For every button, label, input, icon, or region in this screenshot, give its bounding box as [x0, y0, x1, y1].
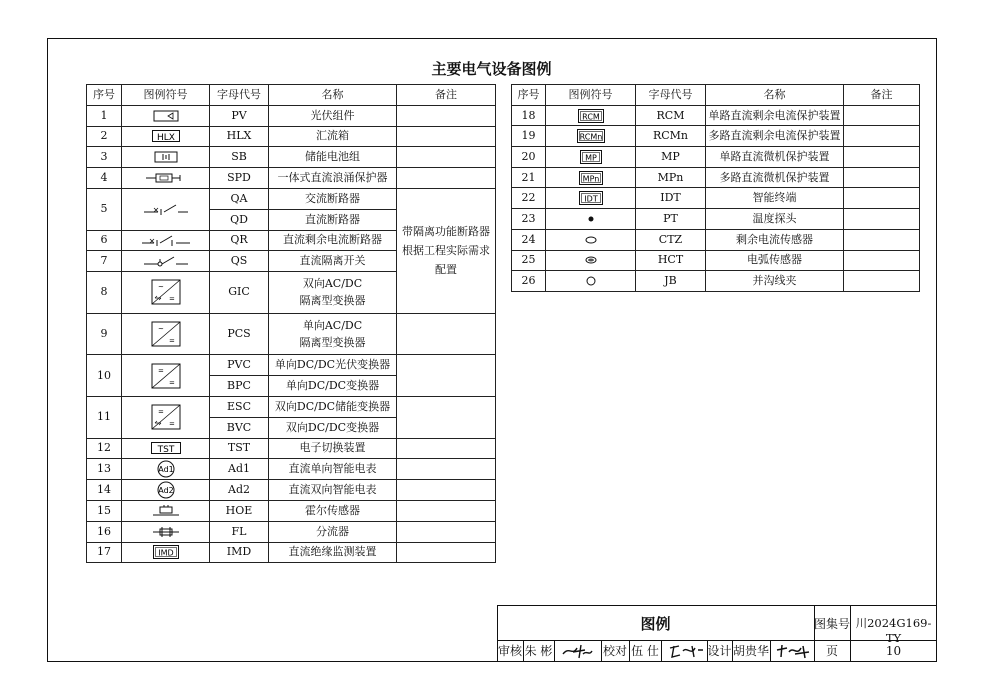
check-label: 校对 [602, 644, 627, 658]
letter-code: Ad1 [210, 459, 269, 480]
note-cell [397, 459, 496, 480]
row-number: 21 [512, 167, 546, 188]
table-row [512, 167, 920, 188]
device-name: 剩余电流传感器 [706, 229, 844, 250]
hall-sensor-icon [122, 500, 210, 521]
symbol-tst-icon [122, 438, 210, 459]
svg-text:~: ~ [157, 283, 164, 292]
letter-code: RCM [636, 105, 706, 126]
row-number: 8 [87, 272, 122, 314]
svg-text:=: = [168, 337, 175, 346]
table-row [87, 480, 496, 501]
row-number: 23 [512, 209, 546, 230]
note-cell [397, 521, 496, 542]
table-row [87, 542, 496, 563]
header-code: 字母代号 [210, 85, 269, 106]
row-number: 24 [512, 229, 546, 250]
isolator-icon [122, 251, 210, 272]
row-number: 26 [512, 271, 546, 292]
table-row [87, 168, 496, 189]
svg-text:=: = [157, 366, 164, 375]
note-cell [397, 396, 496, 438]
device-name-line1: 双向AC/DC [302, 277, 363, 291]
converter-dc-dc-bi-icon [122, 396, 210, 438]
header-symbol: 图例符号 [122, 85, 210, 106]
device-name: 直流断路器 [269, 209, 397, 230]
note-cell [844, 147, 920, 168]
table-row [87, 500, 496, 521]
row-number: 4 [87, 168, 122, 189]
row-number: 25 [512, 250, 546, 271]
row-number: 2 [87, 126, 122, 147]
table-row [87, 459, 496, 480]
ellipse-filled-icon [546, 250, 636, 271]
converter-dc-dc-uni-icon [122, 355, 210, 397]
note-cell [844, 209, 920, 230]
rcd-breaker-icon [122, 230, 210, 251]
drawing-name: 图例 [640, 615, 671, 633]
note-cell [397, 147, 496, 168]
svg-text:IDT: IDT [583, 194, 598, 204]
letter-code: HCT [636, 250, 706, 271]
symbol-ad1-icon [122, 459, 210, 480]
device-name-line2: 隔离型变换器 [299, 294, 366, 308]
letter-code: PCS [210, 313, 269, 355]
device-name-line1: 单向AC/DC [302, 319, 363, 333]
device-name: 单路直流微机保护装置 [706, 147, 844, 168]
svg-text:=: = [168, 378, 175, 387]
device-name: 多路直流微机保护装置 [706, 167, 844, 188]
ellipse-icon [546, 229, 636, 250]
table-row [87, 147, 496, 168]
symbol-mp-icon [546, 147, 636, 168]
letter-code: PVC [210, 355, 269, 376]
reviewer-signature [559, 642, 595, 660]
svg-text:=: = [168, 420, 175, 429]
symbol-rcm-icon [546, 105, 636, 126]
svg-text:MP: MP [584, 153, 597, 163]
letter-code: GIC [210, 272, 269, 314]
note-cell [397, 480, 496, 501]
letter-code: CTZ [636, 229, 706, 250]
symbol-idt-icon [546, 188, 636, 209]
device-name: 多路直流剩余电流保护装置 [706, 126, 844, 147]
spd-icon [122, 168, 210, 189]
table-row [512, 105, 920, 126]
device-name: 光伏组件 [269, 105, 397, 126]
device-name: 温度探头 [706, 209, 844, 230]
row-number: 11 [87, 396, 122, 438]
table-row [512, 126, 920, 147]
design-label: 设计 [707, 644, 732, 658]
table-row [87, 313, 496, 355]
svg-text:RCM: RCM [581, 112, 600, 122]
designer-signature [773, 642, 813, 660]
letter-code: QR [210, 230, 269, 251]
table-row [512, 147, 920, 168]
checker-signature [665, 642, 705, 660]
letter-code: FL [210, 521, 269, 542]
device-name [269, 272, 397, 314]
legend-table-right [511, 84, 920, 292]
symbol-rcmn-icon [546, 126, 636, 147]
row-number: 19 [512, 126, 546, 147]
table-row [512, 188, 920, 209]
note-cell [397, 126, 496, 147]
dot-icon [546, 209, 636, 230]
row-number: 6 [87, 230, 122, 251]
letter-code: QA [210, 188, 269, 209]
device-name: 单向DC/DC光伏变换器 [269, 355, 397, 376]
shunt-icon [122, 521, 210, 542]
table-row [512, 250, 920, 271]
row-number: 10 [87, 355, 122, 397]
pv-module-icon [122, 105, 210, 126]
row-number: 17 [87, 542, 122, 563]
row-number: 14 [87, 480, 122, 501]
svg-text:MPn: MPn [582, 174, 599, 184]
letter-code: RCMn [636, 126, 706, 147]
row-number: 5 [87, 188, 122, 230]
letter-code: IMD [210, 542, 269, 563]
converter-ac-dc-bi-icon [122, 272, 210, 314]
device-name: 一体式直流浪涌保护器 [269, 168, 397, 189]
note-cell [844, 271, 920, 292]
letter-code: HLX [210, 126, 269, 147]
checker-name: 伍 仕 [631, 644, 659, 658]
header-name: 名称 [269, 85, 397, 106]
row-number: 16 [87, 521, 122, 542]
row-number: 3 [87, 147, 122, 168]
note-cell [397, 313, 496, 355]
device-name: 并沟线夹 [706, 271, 844, 292]
row-number: 22 [512, 188, 546, 209]
letter-code: MPn [636, 167, 706, 188]
row-number: 1 [87, 105, 122, 126]
page-number: 10 [885, 644, 902, 658]
device-name: 直流绝缘监测装置 [269, 542, 397, 563]
letter-code: BPC [210, 376, 269, 397]
header-code: 字母代号 [636, 85, 706, 106]
table-row [512, 271, 920, 292]
device-name: 双向DC/DC变换器 [269, 417, 397, 438]
page-title: 主要电气设备图例 [431, 60, 552, 78]
header-note: 备注 [844, 85, 920, 106]
letter-code: SB [210, 147, 269, 168]
reviewer-name: 朱 彬 [524, 644, 553, 658]
device-name [269, 313, 397, 355]
letter-code: PV [210, 105, 269, 126]
note-cell [844, 126, 920, 147]
note-cell [397, 105, 496, 126]
legend-table-left [86, 84, 496, 563]
converter-ac-dc-uni-icon [122, 313, 210, 355]
letter-code: PT [636, 209, 706, 230]
header-note: 备注 [397, 85, 496, 106]
device-name: 电子切换装置 [269, 438, 397, 459]
row-number: 9 [87, 313, 122, 355]
symbol-mpn-icon [546, 167, 636, 188]
note-cell [397, 500, 496, 521]
note-cell [844, 105, 920, 126]
letter-code: QS [210, 251, 269, 272]
note-isolation: 带隔离功能断路器根据工程实际需求配置 [397, 188, 496, 313]
letter-code: HOE [210, 500, 269, 521]
symbol-ad2-icon [122, 480, 210, 501]
device-name: 电弧传感器 [706, 250, 844, 271]
letter-code: TST [210, 438, 269, 459]
symbol-hlx-icon [122, 126, 210, 147]
note-cell [397, 542, 496, 563]
table-row [512, 229, 920, 250]
letter-code: IDT [636, 188, 706, 209]
svg-text:=: = [168, 295, 175, 304]
device-name: 霍尔传感器 [269, 500, 397, 521]
page-label: 页 [825, 644, 838, 658]
svg-text:~: ~ [157, 325, 164, 334]
header-name: 名称 [706, 85, 844, 106]
svg-text:IMD: IMD [157, 548, 174, 558]
svg-text:=: = [157, 408, 164, 417]
row-number: 18 [512, 105, 546, 126]
note-cell [844, 188, 920, 209]
table-row [87, 396, 496, 417]
title-block [497, 605, 937, 662]
device-name: 汇流箱 [269, 126, 397, 147]
table-row [87, 355, 496, 376]
letter-code: Ad2 [210, 480, 269, 501]
note-cell [397, 438, 496, 459]
circle-icon [546, 271, 636, 292]
row-number: 7 [87, 251, 122, 272]
letter-code: SPD [210, 168, 269, 189]
note-cell [844, 250, 920, 271]
device-name: 单路直流剩余电流保护装置 [706, 105, 844, 126]
device-name: 储能电池组 [269, 147, 397, 168]
review-label: 审核 [497, 644, 522, 658]
letter-code: ESC [210, 396, 269, 417]
header-seq: 序号 [87, 85, 122, 106]
header-seq: 序号 [512, 85, 546, 106]
letter-code: MP [636, 147, 706, 168]
device-name: 直流剩余电流断路器 [269, 230, 397, 251]
atlas-number: 川2024G169-TY [855, 616, 932, 645]
note-cell [397, 355, 496, 397]
battery-icon [122, 147, 210, 168]
svg-text:Ad2: Ad2 [157, 486, 174, 496]
row-number: 20 [512, 147, 546, 168]
svg-text:Ad1: Ad1 [157, 465, 174, 475]
note-cell [397, 168, 496, 189]
device-name: 直流双向智能电表 [269, 480, 397, 501]
breaker-icon [122, 188, 210, 230]
atlas-label: 图集号 [814, 617, 851, 631]
table-row [512, 209, 920, 230]
svg-text:TST: TST [157, 445, 174, 456]
header-symbol: 图例符号 [546, 85, 636, 106]
note-cell [844, 229, 920, 250]
left-header-row [87, 85, 496, 106]
letter-code: QD [210, 209, 269, 230]
note-cell [844, 167, 920, 188]
device-name: 单向DC/DC变换器 [269, 376, 397, 397]
table-row [87, 188, 496, 209]
device-name: 直流单向智能电表 [269, 459, 397, 480]
table-row [87, 438, 496, 459]
letter-code: BVC [210, 417, 269, 438]
symbol-imd-icon [122, 542, 210, 563]
table-row [87, 126, 496, 147]
row-number: 13 [87, 459, 122, 480]
device-name: 双向DC/DC储能变换器 [269, 396, 397, 417]
table-row [87, 105, 496, 126]
device-name: 分流器 [269, 521, 397, 542]
row-number: 15 [87, 500, 122, 521]
right-header-row [512, 85, 920, 106]
svg-text:RCMn: RCMn [579, 132, 602, 142]
letter-code: JB [636, 271, 706, 292]
designer-name: 胡贵华 [732, 644, 769, 658]
table-row [87, 521, 496, 542]
device-name-line2: 隔离型变换器 [299, 336, 366, 350]
svg-text:HLX: HLX [156, 133, 175, 144]
row-number: 12 [87, 438, 122, 459]
device-name: 智能终端 [706, 188, 844, 209]
device-name: 交流断路器 [269, 188, 397, 209]
device-name: 直流隔离开关 [269, 251, 397, 272]
